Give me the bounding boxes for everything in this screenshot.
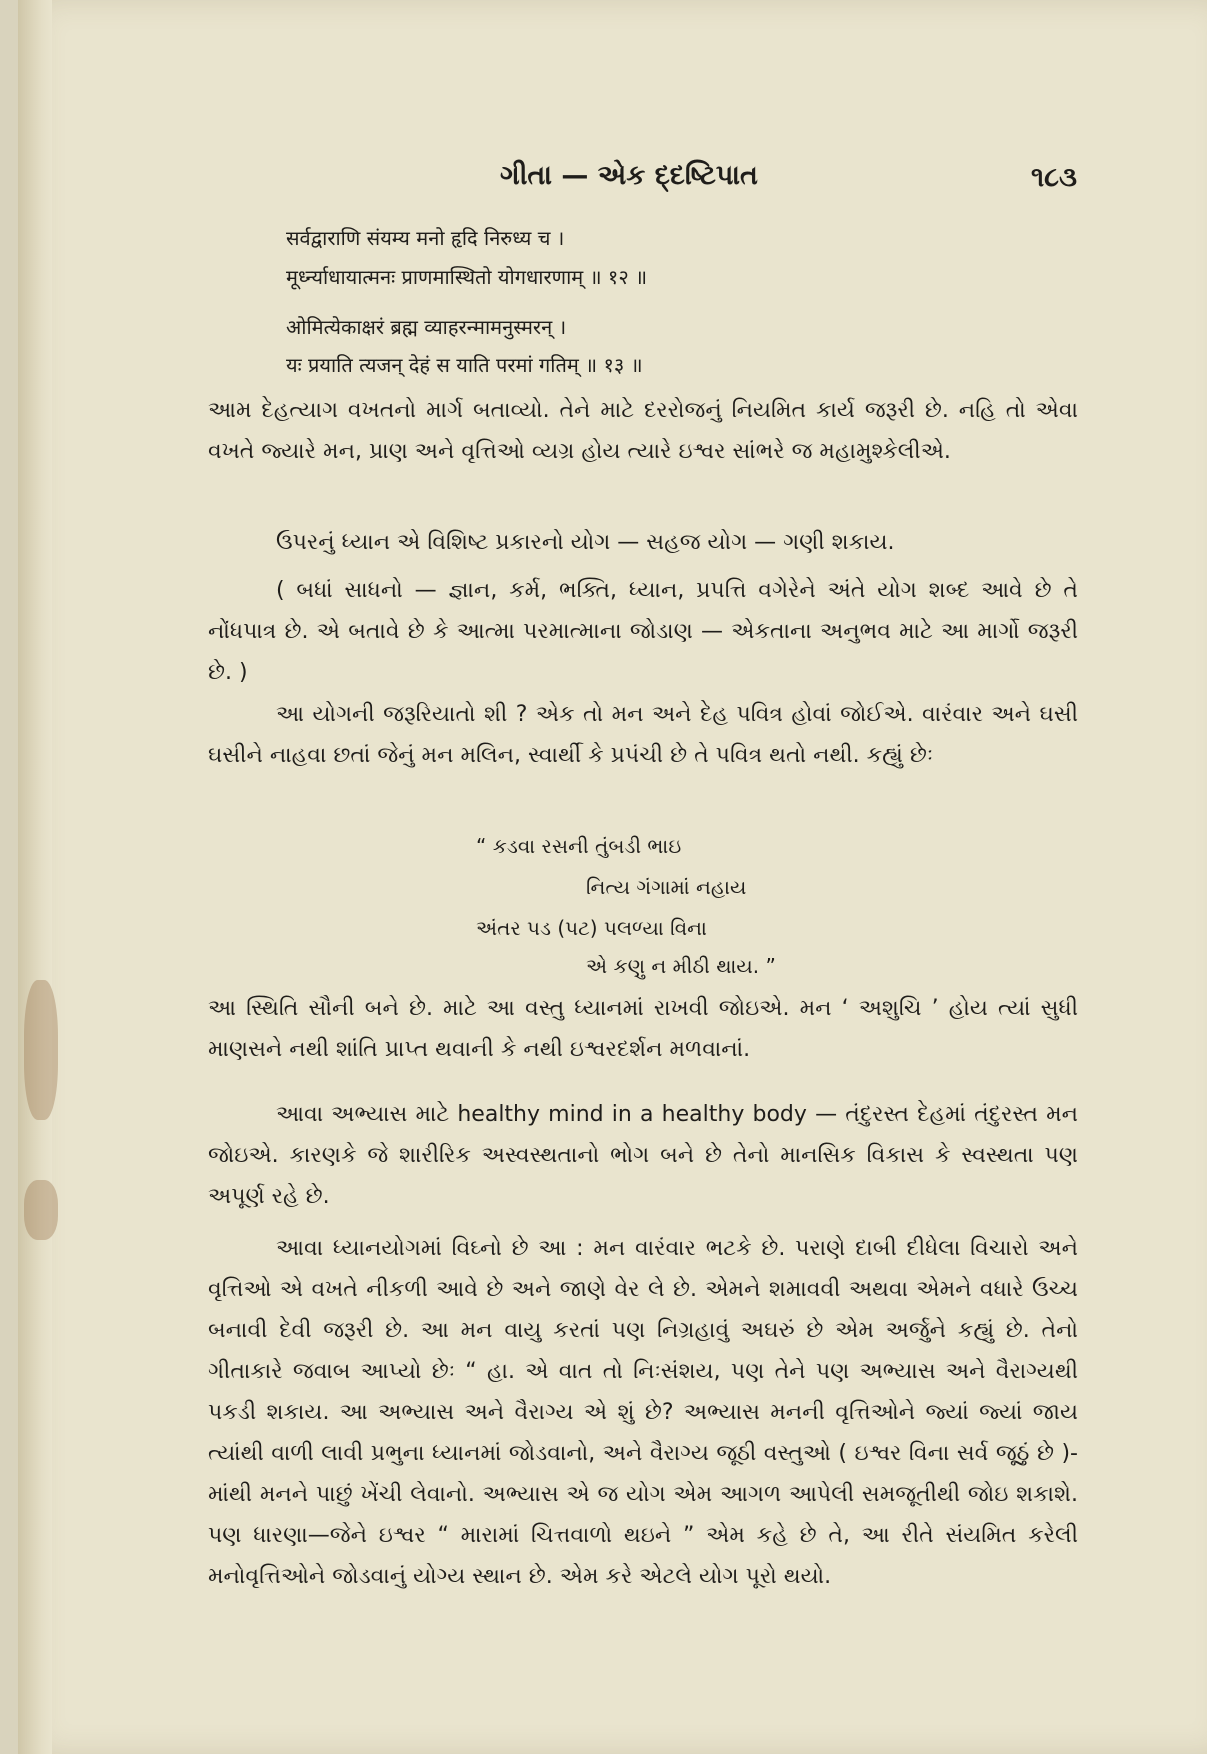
- poem-line: એ કણુ ન મીઠી થાય. ”: [586, 954, 776, 978]
- poem-line: અંતર પડ (પટ) પલળ્યા વિના: [476, 916, 707, 940]
- paragraph: ( બધાં સાધનો — જ્ઞાન, કર્મ, ભક્તિ, ધ્યાન, પ્રપત્તિ વગેરેને અંતે યોગ શબ્દ આવે છે તે નોંધપાત્ર છે. એ બતાવે છે કે આત્મા પરમાત્માના જોડાણ — એકતાના અનુભવ માટે આ માર્ગો જરૂરી છે. ): [208, 578, 1078, 685]
- paper-stain: [24, 980, 58, 1120]
- book-page: [18, 0, 1207, 1754]
- poem-line: “ કડવા રસની તુંબડી ભાઇ: [476, 834, 682, 858]
- paragraph: આ સ્થિતિ સૌની બને છે. માટે આ વસ્તુ ધ્યાનમાં રાખવી જોઇએ. મન ‘ અશુચિ ’ હોય ત્યાં સુધી માણસને નથી શાંતિ પ્રાપ્ત થવાની કે નથી ઇશ્વરદર્શન મળવાનાં.: [208, 996, 1078, 1062]
- page-header: [18, 160, 1207, 200]
- verse-line: यः प्रयाति त्यजन् देहं स याति परमां गतिम् ॥ १३ ॥: [286, 353, 643, 377]
- verse-line: मूर्ध्न्याधायात्मनः प्राणमास्थितो योगधारणाम् ॥ १२ ॥: [286, 265, 648, 289]
- poem-line: નિત્ય ગંગામાં નહાય: [586, 875, 747, 899]
- paragraph: આવા અભ્યાસ માટે healthy mind in a healthy body — તંદુરસ્ત દેહમાં તંદુરસ્ત મન જોઇએ. કારણકે જે શારીરિક અસ્વસ્થતાનો ભોગ બને છે તેનો માનસિક વિકાસ કે સ્વસ્થતા પણ અપૂર્ણ રહે છે.: [208, 1102, 1078, 1209]
- paragraph: ઉપરનું ધ્યાન એ વિશિષ્ટ પ્રકારનો યોગ — સહજ યોગ — ગણી શકાય.: [276, 530, 895, 555]
- paragraph: આમ દેહત્યાગ વખતનો માર્ગ બતાવ્યો. તેને માટે દરરોજનું નિયમિત કાર્ય જરૂરી છે. નહિ તો એવા વખતે જ્યારે મન, પ્રાણ અને વૃત્તિઓ વ્યગ્ર હોય ત્યારે ઇશ્વર સાંભરે જ મહામુશ્કેલીએ.: [208, 398, 1078, 464]
- running-title: ગીતા — એક દ્દષ્ટિપાત: [500, 160, 758, 191]
- verse-line: सर्वद्वाराणि संयम्य मनो हृदि निरुध्य च ।: [286, 226, 565, 250]
- paragraph: આવા ધ્યાનયોગમાં વિઘ્નો છે આ : મન વારંવાર ભટકે છે. પરાણે દાબી દીધેલા વિચારો અને વૃત્તિઓ એ વખતે નીકળી આવે છે અને જાણે વેર લે છે. એમને શમાવવી અથવા એમને વધારે ઉચ્ચ બનાવી દેવી જરૂરી છે. આ મન વાયુ કરતાં પણ નિગ્રહાવું અઘરું છે એમ અર્જુને કહ્યું છે. તેનો ગીતાકારે જવાબ આપ્યો છેઃ “ હા. એ વાત તો નિઃસંશય, પણ તેને પણ અભ્યાસ અને વૈરાગ્યથી પકડી શકાય. આ અભ્યાસ અને વૈરાગ્ય એ શું છે? અભ્યાસ મનની વૃત્તિઓને જ્યાં જ્યાં જાય ત્યાંથી વાળી લાવી પ્રભુના ધ્યાનમાં જોડવાનો, અને વૈરાગ્ય જૂઠી વસ્તુઓ ( ઇશ્વર વિના સર્વ જૂઠું છે )- માંથી મનને પાછું ખેંચી લેવાનો. અભ્યાસ એ જ યોગ એમ આગળ આપેલી સમજૂતીથી જોઇ શકાશે. પણ ધારણા—જેને ઇશ્વર “ મારામાં ચિત્તવાળો થઇને ” એમ કહે છે તે, આ રીતે સંયમિત કરેલી મનોવૃત્તિઓને જોડવાનું યોગ્ય સ્થાન છે. એમ કરે એટલે યોગ પૂરો થયો.: [208, 1236, 1078, 1589]
- paper-stain: [24, 1180, 58, 1240]
- verse-line: ओमित्येकाक्षरं ब्रह्म व्याहरन्मामनुस्मरन् ।: [286, 315, 567, 339]
- torn-page-edge: [18, 0, 52, 1754]
- paragraph: આ યોગની જરૂરિયાતો શી ? એક તો મન અને દેહ પવિત્ર હોવાં જોઈએ. વારંવાર અને ઘસી ઘસીને નાહવા છતાં જેનું મન મલિન, સ્વાર્થી કે પ્રપંચી છે તે પવિત્ર થતો નથી. કહ્યું છેઃ: [208, 702, 1078, 768]
- page-number: ૧૮૩: [1030, 162, 1077, 193]
